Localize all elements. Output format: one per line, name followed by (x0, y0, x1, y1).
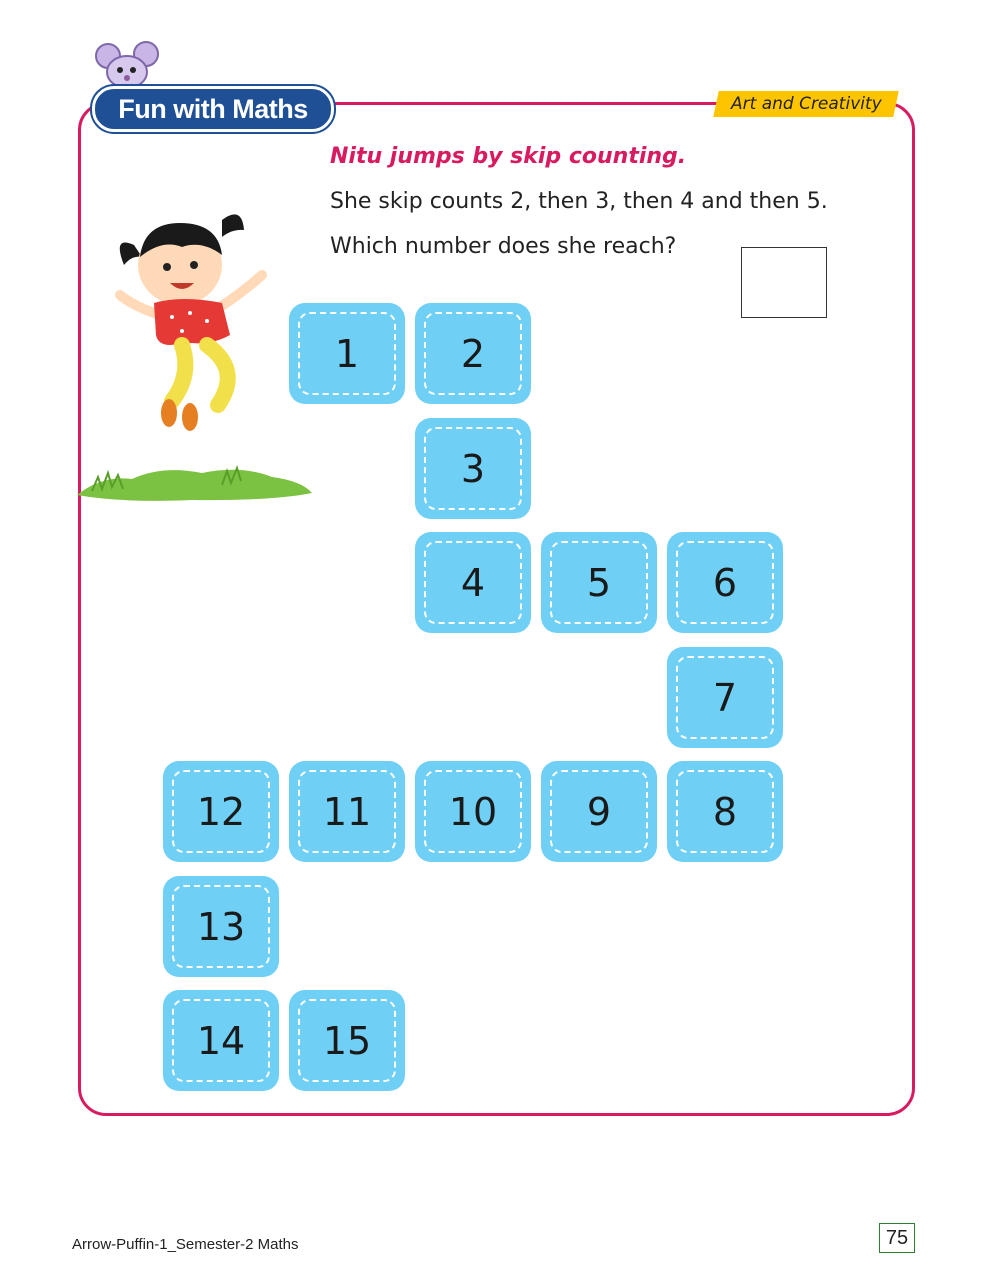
tile-number: 7 (676, 656, 774, 739)
number-tile (667, 761, 783, 862)
number-tile (415, 532, 531, 633)
number-tile (163, 876, 279, 977)
jumping-girl-illustration (72, 195, 317, 510)
section-title: Fun with Maths (118, 93, 308, 124)
category-tag-label: Art and Creativity (730, 94, 882, 114)
number-tile (541, 532, 657, 633)
tile-number: 13 (172, 885, 270, 968)
tile-number: 14 (172, 999, 270, 1082)
question-line-1: She skip counts 2, then 3, then 4 and then 5. (330, 189, 828, 214)
number-tile (415, 303, 531, 404)
tile-number: 4 (424, 541, 522, 624)
tile-number: 12 (172, 770, 270, 853)
number-tile (667, 532, 783, 633)
number-tile (163, 761, 279, 862)
page-number-label: 75 (885, 1226, 909, 1249)
question-title: Nitu jumps by skip counting. (330, 144, 687, 169)
tile-number: 1 (298, 312, 396, 395)
mouse-mascot-icon (90, 40, 170, 92)
number-tile (289, 303, 405, 404)
number-tile (667, 647, 783, 748)
tile-number: 10 (424, 770, 522, 853)
number-tile (415, 418, 531, 519)
book-footer: Arrow-Puffin-1_Semester-2 Maths (72, 1236, 299, 1253)
tile-number: 11 (298, 770, 396, 853)
number-tile (415, 761, 531, 862)
section-title-banner (92, 86, 334, 132)
tile-number: 6 (676, 541, 774, 624)
number-tile (541, 761, 657, 862)
number-tile (289, 761, 405, 862)
number-tile (163, 990, 279, 1091)
tile-number: 5 (550, 541, 648, 624)
question-line-2: Which number does she reach? (330, 234, 677, 259)
number-tile (289, 990, 405, 1091)
tile-number: 15 (298, 999, 396, 1082)
category-tag (713, 91, 899, 117)
answer-box[interactable] (741, 247, 827, 318)
tile-number: 8 (676, 770, 774, 853)
tile-number: 3 (424, 427, 522, 510)
tile-number: 2 (424, 312, 522, 395)
page-number (879, 1223, 915, 1253)
tile-number: 9 (550, 770, 648, 853)
